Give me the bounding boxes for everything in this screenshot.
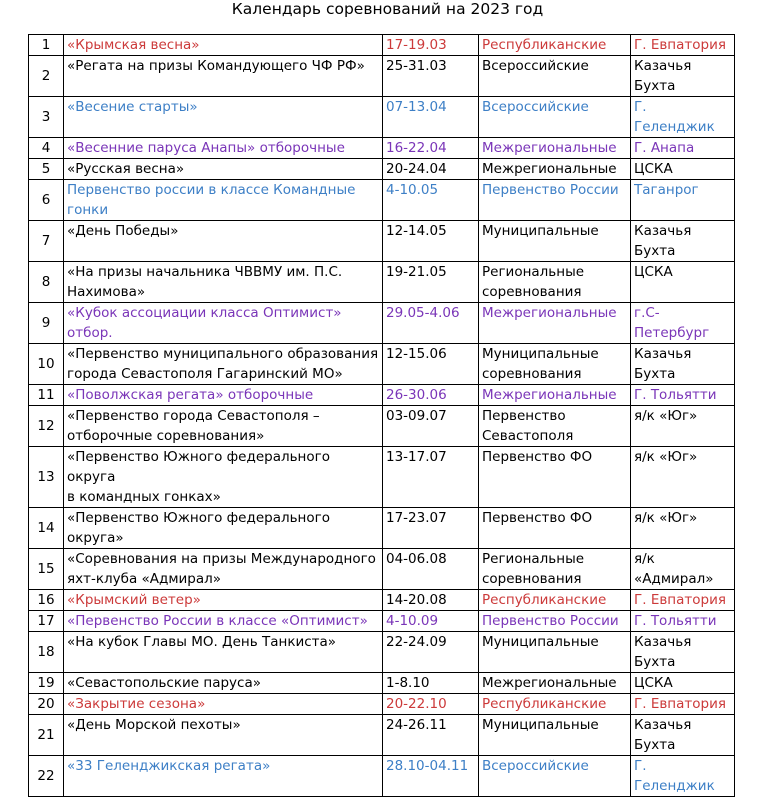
cell-n: 14 [29,508,64,549]
cell-place: Г. Тольятти [631,611,735,632]
cell-dates: 20-22.10 [383,694,479,715]
cell-level: Первенство Севастополя [479,406,631,447]
cell-n: 16 [29,590,64,611]
cell-name: «На призы начальника ЧВВМУ им. П.С. Нахимова» [64,262,383,303]
table-row [29,406,735,447]
cell-level: Муниципальные [479,715,631,756]
cell-level: Всероссийские [479,756,631,797]
cell-name: «Первенство России в классе «Оптимист» [64,611,383,632]
cell-n: 17 [29,611,64,632]
cell-n: 18 [29,632,64,673]
table-row [29,97,735,138]
cell-place: Казачья Бухта [631,632,735,673]
table-row [29,756,735,797]
cell-place: я/к «Адмирал» [631,549,735,590]
cell-dates: 4-10.09 [383,611,479,632]
cell-name: «Первенство муниципального образования города Севастополя Гагаринский МО» [64,344,383,385]
cell-name: «Кубок ассоциации класса Оптимист» отбор. [64,303,383,344]
table-row [29,138,735,159]
table-row [29,344,735,385]
cell-name: «Севастопольские паруса» [64,673,383,694]
cell-name: «Соревнования на призы Международного яхт-клуба «Адмирал» [64,549,383,590]
cell-dates: 14-20.08 [383,590,479,611]
table-row [29,549,735,590]
cell-place: ЦСКА [631,262,735,303]
cell-n: 15 [29,549,64,590]
competition-calendar-table [28,34,735,797]
cell-place: я/к «Юг» [631,406,735,447]
cell-n: 9 [29,303,64,344]
table-row [29,180,735,221]
cell-level: Межрегиональные [479,159,631,180]
cell-place: Г. Геленджик [631,97,735,138]
cell-name: «Первенство Южного федерального округа» [64,508,383,549]
cell-dates: 29.05-4.06 [383,303,479,344]
cell-level: Муниципальные [479,632,631,673]
cell-place: Г. Геленджик [631,756,735,797]
table-row [29,262,735,303]
table-row [29,694,735,715]
cell-n: 8 [29,262,64,303]
cell-n: 5 [29,159,64,180]
cell-dates: 25-31.03 [383,56,479,97]
cell-place: Г. Евпатория [631,35,735,56]
cell-name: «Первенство Южного федерального округа в командных гонках» [64,447,383,508]
cell-place: г.С-Петербург [631,303,735,344]
cell-name: «Русская весна» [64,159,383,180]
cell-level: Всероссийские [479,97,631,138]
cell-dates: 28.10-04.11 [383,756,479,797]
cell-place: я/к «Юг» [631,508,735,549]
cell-dates: 4-10.05 [383,180,479,221]
cell-dates: 12-14.05 [383,221,479,262]
cell-name: «Крымский ветер» [64,590,383,611]
table-row [29,56,735,97]
cell-name: «День Победы» [64,221,383,262]
table-row [29,715,735,756]
cell-name: «Поволжская регата» отборочные [64,385,383,406]
table-row [29,221,735,262]
table-row [29,508,735,549]
table-row [29,159,735,180]
cell-place: я/к «Юг» [631,447,735,508]
cell-level: Первенство России [479,180,631,221]
cell-n: 13 [29,447,64,508]
cell-name: «На кубок Главы МО. День Танкиста» [64,632,383,673]
cell-place: ЦСКА [631,159,735,180]
cell-place: Казачья Бухта [631,56,735,97]
cell-name: Первенство россии в классе Командные гонки [64,180,383,221]
table-row [29,303,735,344]
cell-name: «День Морской пехоты» [64,715,383,756]
cell-dates: 20-24.04 [383,159,479,180]
cell-n: 1 [29,35,64,56]
cell-name: «Крымская весна» [64,35,383,56]
cell-place: Г. Анапа [631,138,735,159]
cell-level: Республиканские [479,590,631,611]
table-row [29,447,735,508]
cell-level: Региональные соревнования [479,262,631,303]
cell-dates: 07-13.04 [383,97,479,138]
cell-level: Первенство ФО [479,447,631,508]
cell-dates: 12-15.06 [383,344,479,385]
cell-level: Муниципальные соревнования [479,344,631,385]
cell-level: Первенство ФО [479,508,631,549]
cell-level: Межрегиональные [479,138,631,159]
cell-n: 11 [29,385,64,406]
cell-dates: 16-22.04 [383,138,479,159]
cell-dates: 22-24.09 [383,632,479,673]
cell-level: Республиканские [479,35,631,56]
cell-level: Региональные соревнования [479,549,631,590]
page-title: Календарь соревнований на 2023 год [231,0,544,18]
cell-n: 6 [29,180,64,221]
cell-n: 20 [29,694,64,715]
cell-level: Межрегиональные [479,385,631,406]
cell-level: Республиканские [479,694,631,715]
cell-n: 19 [29,673,64,694]
cell-level: Межрегиональные [479,303,631,344]
cell-level: Межрегиональные [479,673,631,694]
cell-dates: 26-30.06 [383,385,479,406]
cell-dates: 13-17.07 [383,447,479,508]
cell-place: Казачья Бухта [631,221,735,262]
cell-dates: 24-26.11 [383,715,479,756]
table-row [29,673,735,694]
cell-place: Казачья Бухта [631,715,735,756]
cell-name: «Первенство города Севастополя – отборочные соревнования» [64,406,383,447]
cell-n: 2 [29,56,64,97]
cell-dates: 17-19.03 [383,35,479,56]
table-row [29,385,735,406]
cell-name: «Закрытие сезона» [64,694,383,715]
cell-n: 22 [29,756,64,797]
cell-place: Г. Тольятти [631,385,735,406]
cell-dates: 04-06.08 [383,549,479,590]
cell-level: Муниципальные [479,221,631,262]
cell-dates: 19-21.05 [383,262,479,303]
cell-n: 21 [29,715,64,756]
cell-place: Таганрог [631,180,735,221]
cell-level: Всероссийские [479,56,631,97]
cell-name: «Весенние паруса Анапы» отборочные [64,138,383,159]
cell-dates: 17-23.07 [383,508,479,549]
cell-n: 7 [29,221,64,262]
cell-name: «33 Геленджикская регата» [64,756,383,797]
cell-n: 10 [29,344,64,385]
table-row [29,590,735,611]
cell-place: Г. Евпатория [631,590,735,611]
cell-name: «Регата на призы Командующего ЧФ РФ» [64,56,383,97]
cell-n: 4 [29,138,64,159]
cell-dates: 1-8.10 [383,673,479,694]
table-row [29,35,735,56]
cell-n: 3 [29,97,64,138]
cell-place: ЦСКА [631,673,735,694]
cell-place: Г. Евпатория [631,694,735,715]
table-body [29,35,735,797]
cell-place: Казачья Бухта [631,344,735,385]
cell-dates: 03-09.07 [383,406,479,447]
cell-n: 12 [29,406,64,447]
cell-name: «Весение старты» [64,97,383,138]
table-row [29,632,735,673]
cell-level: Первенство России [479,611,631,632]
